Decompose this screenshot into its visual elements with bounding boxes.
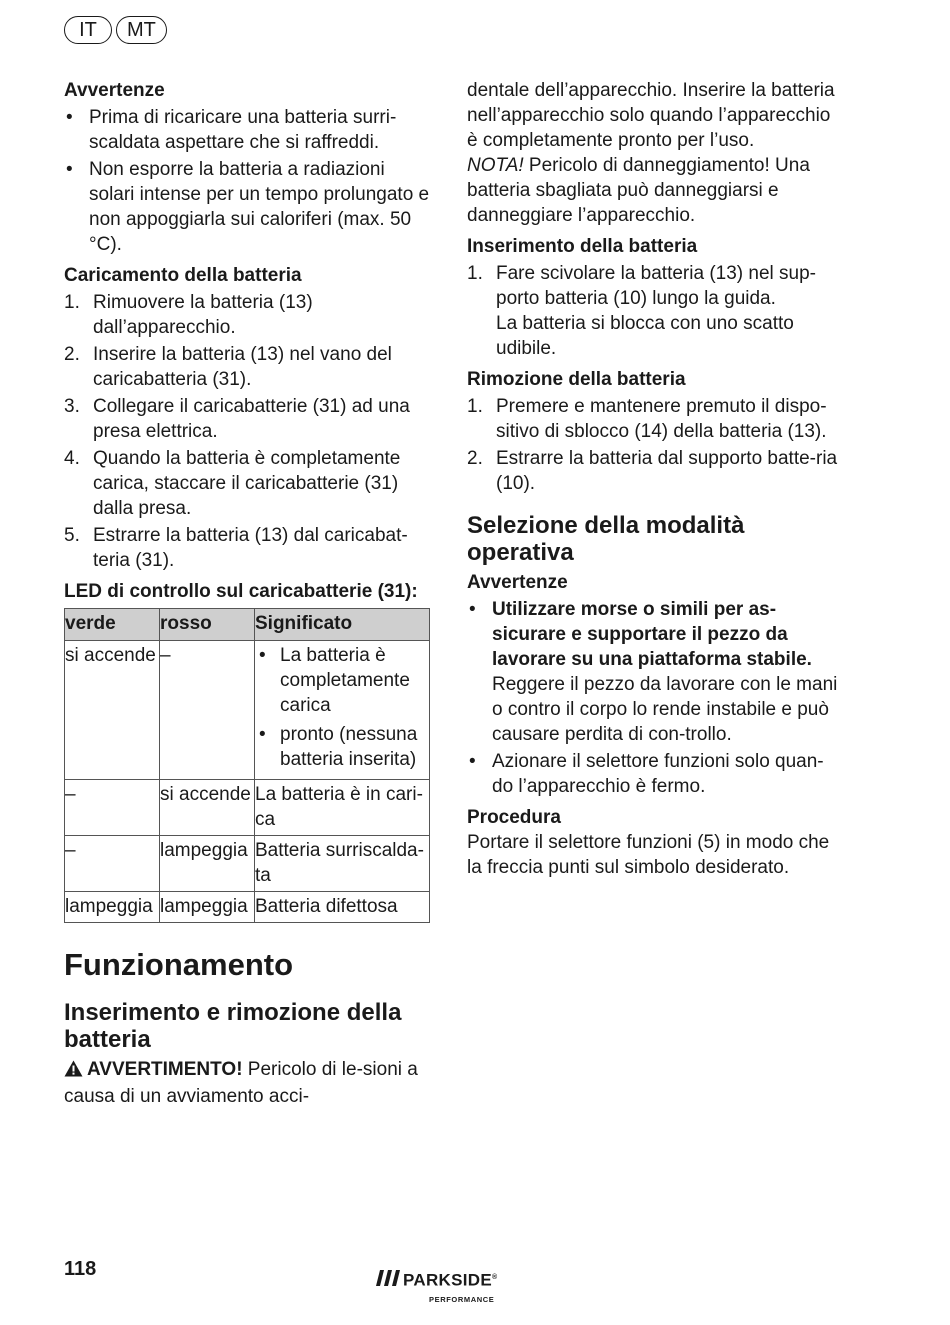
led-heading: LED di controllo sul caricabatterie (31):	[64, 581, 418, 602]
language-badge-it: IT	[64, 16, 112, 44]
right-column	[467, 78, 839, 880]
procedure-heading: Procedura	[467, 807, 561, 828]
list-item: 1. Rimuovere la batteria (13) dall’apparecchio.	[64, 292, 313, 338]
list-item: 2. Estrarre la batteria dal supporto batte-ria (10).	[467, 448, 838, 494]
language-badges	[64, 16, 167, 44]
cell-green: –	[65, 780, 160, 836]
list-item: 1. Fare scivolare la batteria (13) nel sup-porto batteria (10) lungo la guida. La batteria si blocca con uno scatto udibile.	[467, 263, 816, 359]
cell-meaning	[255, 641, 430, 780]
language-badge-mt: MT	[116, 16, 167, 44]
page-number: 118	[64, 1258, 97, 1280]
list-item: • Utilizzare morse o simili per as-sicurare e supportare il pezzo da lavorare su una piattaforma stabile. Reggere il pezzo da lavorare con le mani o contro il corpo lo rende instabile e può causare perdita di con-trollo.	[467, 597, 839, 747]
insert-steps	[467, 261, 839, 361]
warning-text: Pericolo di le-sioni a causa di un avviamento acci-	[64, 1059, 418, 1107]
logo-stripes-icon	[376, 1268, 400, 1293]
list-item: • Azionare il selettore funzioni solo quan-do l’apparecchio è fermo.	[467, 749, 839, 799]
continued-text: dentale dell’apparecchio. Inserire la batteria nell’apparecchio solo quando l’apparecchio è completamente pronto per l’uso.	[467, 80, 835, 151]
list-item: 5. Estrarre la batteria (13) dal caricabat-teria (31).	[64, 525, 408, 571]
insert-remove-heading: Inserimento e rimozione della batteria	[64, 999, 402, 1053]
header-meaning: Significato	[255, 609, 430, 641]
cell-green: –	[65, 836, 160, 892]
list-item: 4. Quando la batteria è completamente carica, staccare il caricabatterie (31) dalla presa.	[64, 448, 401, 519]
list-item: • Prima di ricaricare una batteria surri-scaldata aspettare che si raffreddi.	[64, 105, 434, 155]
brand-subtitle: PERFORMANCE	[429, 1295, 495, 1304]
mode-warnings-heading: Avvertenze	[467, 572, 568, 593]
procedure-text: Portare il selettore funzioni (5) in modo che la freccia punti sul simbolo desiderato.	[467, 832, 830, 878]
cell-green: lampeggia	[65, 892, 160, 923]
insert-heading: Inserimento della batteria	[467, 236, 698, 257]
brand-logo	[376, 1265, 526, 1305]
cell-green: si accende	[65, 641, 160, 780]
warnings-heading: Avvertenze	[64, 80, 165, 101]
table-row	[65, 780, 430, 836]
danger-warning	[64, 1057, 434, 1109]
list-item: • La batteria è completamente carica	[255, 643, 429, 718]
note-label: NOTA!	[467, 155, 524, 176]
left-column	[64, 78, 434, 1109]
cell-red: lampeggia	[160, 892, 255, 923]
brand-name: PARKSIDE®	[403, 1270, 498, 1290]
list-item: • pronto (nessuna batteria inserita)	[255, 722, 429, 772]
mode-heading: Selezione della modalità operativa	[467, 512, 745, 566]
list-item: 1. Premere e mantenere premuto il dispo-sitivo di sblocco (14) della batteria (13).	[467, 396, 827, 442]
list-item: 2. Inserire la batteria (13) nel vano del caricabatteria (31).	[64, 344, 392, 390]
warning-triangle-icon	[64, 1059, 83, 1084]
cell-red: lampeggia	[160, 836, 255, 892]
table-header-row	[65, 609, 430, 641]
note	[467, 153, 839, 228]
mode-warnings-list	[467, 597, 839, 799]
warning-label: AVVERTIMENTO!	[87, 1059, 243, 1080]
cell-red: –	[160, 641, 255, 780]
cell-meaning: Batteria difettosa	[255, 892, 430, 923]
note-text: Pericolo di danneggiamento! Una batteria sbagliata può danneggiarsi e danneggiare l’apparecchio.	[467, 155, 810, 226]
list-item: 3. Collegare il caricabatterie (31) ad una presa elettrica.	[64, 396, 410, 442]
charging-steps	[64, 290, 434, 573]
led-table	[64, 608, 430, 923]
table-row	[65, 836, 430, 892]
operation-title: Funzionamento	[64, 947, 294, 982]
list-item: • Non esporre la batteria a radiazioni solari intense per un tempo prolungato e non appoggiarla sui caloriferi (max. 50 °C).	[64, 157, 434, 257]
cell-red: si accende	[160, 780, 255, 836]
warnings-list	[64, 105, 434, 257]
header-red: rosso	[160, 609, 255, 641]
table-row	[65, 641, 430, 780]
cell-meaning: Batteria surriscalda-ta	[255, 836, 430, 892]
remove-heading: Rimozione della batteria	[467, 369, 686, 390]
table-row	[65, 892, 430, 923]
charging-heading: Caricamento della batteria	[64, 265, 302, 286]
remove-steps	[467, 394, 839, 496]
cell-meaning: La batteria è in cari-ca	[255, 780, 430, 836]
header-green: verde	[65, 609, 160, 641]
